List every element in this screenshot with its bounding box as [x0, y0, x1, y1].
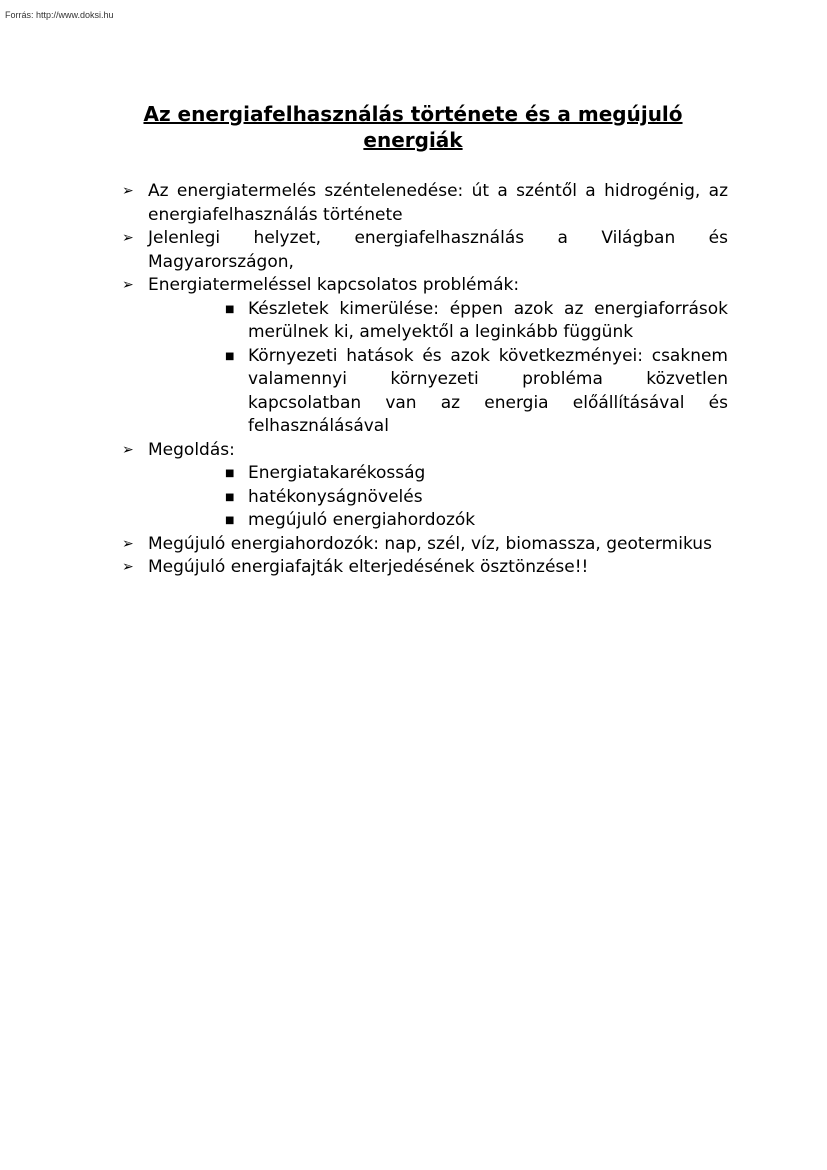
- list-item: [122, 439, 728, 463]
- list-item: [122, 180, 728, 227]
- sub-list-item-text: Készletek kimerülése: éppen azok az energiaforrások merülnek ki, amelyektől a leginkább függünk: [248, 298, 728, 342]
- arrow-bullet-icon: ➢: [122, 441, 134, 458]
- bullet-list: [122, 180, 728, 580]
- list-item-text: Megújuló energiahordozók: nap, szél, víz, biomassza, geotermikus: [148, 533, 712, 554]
- sub-list-item: [122, 462, 728, 486]
- arrow-bullet-icon: ➢: [122, 277, 134, 293]
- square-bullet-icon: ■: [225, 303, 235, 315]
- sub-list-item-text: Környezeti hatások és azok következményei: csaknem valamennyi környezeti probléma közvetlen kapcsolatban van az energia előállításával és felhasználásával: [248, 345, 728, 436]
- sub-list-item: [122, 345, 728, 439]
- sub-list-item: [122, 509, 728, 533]
- list-item: [122, 227, 728, 274]
- sub-list-item: [122, 486, 728, 510]
- sub-list-item-text: Energiatakarékosság: [248, 463, 426, 483]
- sub-list-item-text: hatékonyságnövelés: [248, 486, 423, 507]
- arrow-bullet-icon: ➢: [122, 559, 134, 575]
- square-bullet-icon: ■: [225, 350, 235, 362]
- square-bullet-icon: ■: [225, 491, 235, 503]
- list-item-text: Az energiatermelés széntelenedése: út a széntől a hidrogénig, az energiafelhasználás története: [148, 181, 728, 225]
- arrow-bullet-icon: ➢: [122, 183, 134, 199]
- list-item: [122, 533, 728, 557]
- arrow-bullet-icon: ➢: [122, 535, 134, 552]
- sub-list-item: [122, 298, 728, 345]
- page-title: Az energiafelhasználás története és a megújuló energiák: [143, 102, 683, 152]
- list-item-text: Energiatermeléssel kapcsolatos problémák:: [148, 275, 520, 295]
- sub-list-item-text: megújuló energiahordozók: [248, 510, 476, 530]
- source-label: Forrás: http://www.doksi.hu: [5, 10, 114, 20]
- list-item-text: Megoldás:: [148, 439, 235, 460]
- square-bullet-icon: ■: [225, 515, 235, 526]
- list-item: [122, 556, 728, 580]
- list-item-text: Megújuló energiafajták elterjedésének ösztönzése!!: [148, 557, 589, 577]
- square-bullet-icon: ■: [225, 468, 235, 479]
- list-item-text: Jelenlegi helyzet, energiafelhasználás a Világban és Magyarországon,: [148, 228, 728, 272]
- list-item: [122, 274, 728, 298]
- arrow-bullet-icon: ➢: [122, 230, 134, 246]
